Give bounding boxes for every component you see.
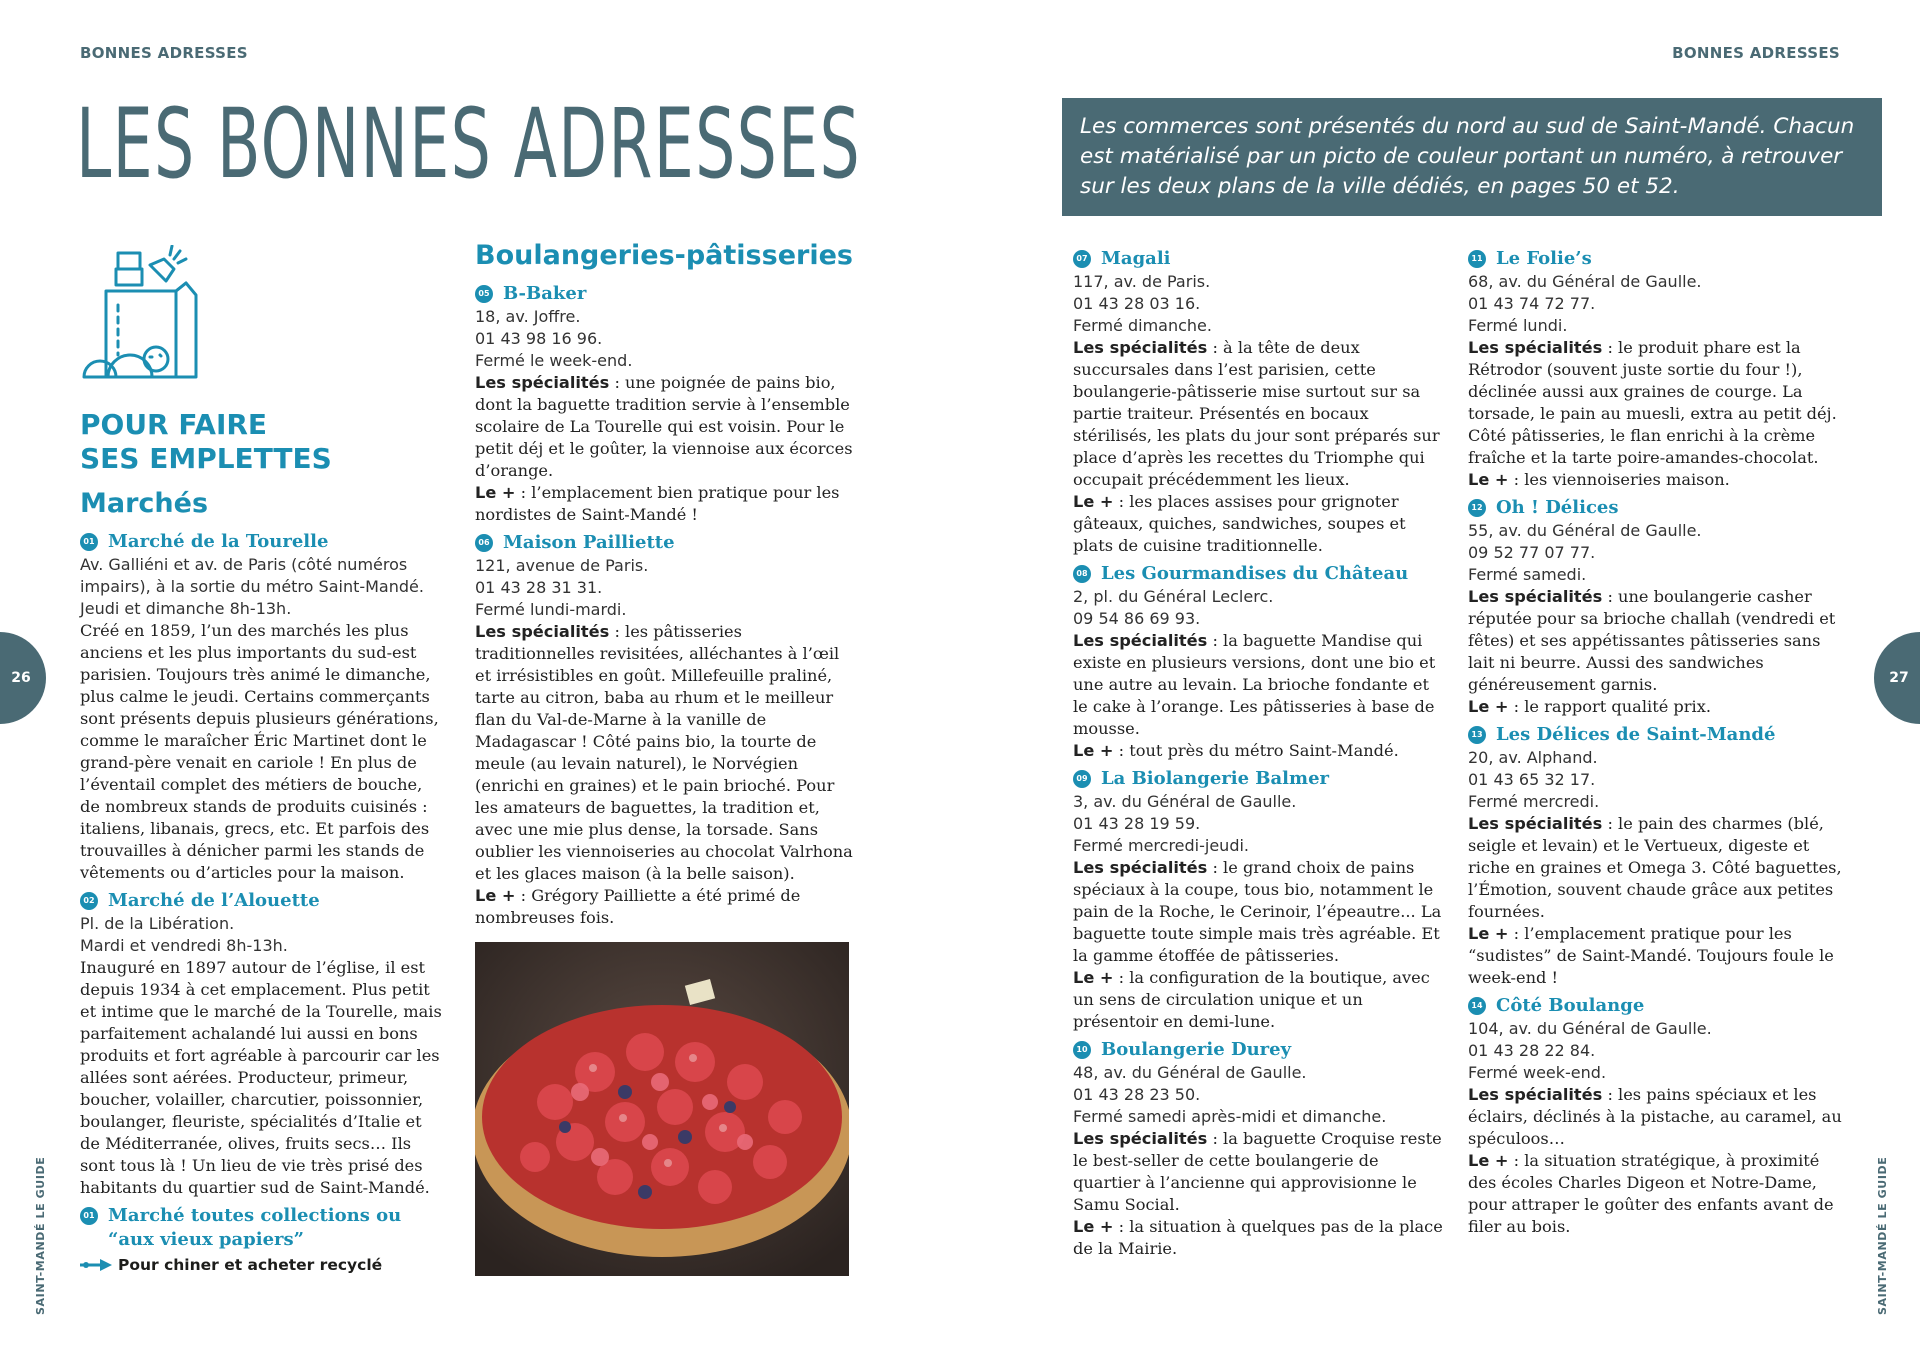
entry-address: 55, av. du Général de Gaulle. [1468, 521, 1702, 540]
right-page [960, 0, 1920, 1355]
number-badge: 08 [1073, 565, 1091, 583]
tagline-text: Pour chiner et acheter recyclé [118, 1256, 383, 1274]
bakeries-title: Boulangeries-pâtisseries [475, 240, 853, 271]
list-item [80, 530, 446, 884]
entry-name: Boulangerie Durey [1101, 1039, 1292, 1060]
plus-text: : la situation à quelques pas de la place de la Mairie. [1073, 1217, 1443, 1258]
entry-address: 3, av. du Général de Gaulle. [1073, 792, 1297, 811]
entry-phone: 01 43 28 03 16. [1073, 294, 1201, 313]
plus-label: Le + [1073, 968, 1114, 987]
page-number-tab-left: 26 [0, 632, 46, 724]
plus-label: Le + [1468, 470, 1509, 489]
entry-address: 20, av. Alphand. [1468, 748, 1598, 767]
entry-phone: 01 43 28 31 31. [475, 578, 603, 597]
entry-address: Av. Galliéni et av. de Paris (côté numéros impairs), à la sortie du métro Saint-Mandé. [80, 555, 424, 596]
entry-closed: Fermé lundi-mardi. [475, 600, 627, 619]
entry-specialties [1073, 857, 1447, 967]
spec-text: : la baguette Mandise qui existe en plusieurs versions, dont une bio et une autre au levain. La brioche fondante et le cake à l’orange. Les pâtisseries à base de mousse. [1073, 631, 1436, 738]
entry-plus [1468, 696, 1844, 718]
number-badge: 06 [475, 534, 493, 552]
spec-label: Les spécialités [1073, 338, 1208, 357]
section-label-left: BONNES ADRESSES [80, 44, 248, 62]
plus-text: : tout près du métro Saint-Mandé. [1113, 741, 1399, 760]
arrow-icon [80, 1259, 114, 1271]
entry-name: Maison Pailliette [503, 532, 675, 553]
spec-text: : les pâtisseries traditionnelles revisitées, alléchantes à l’œil et irrésistibles en goût. Millefeuille praliné, tarte au citron, baba au rhum et le meilleur flan du Val-de-Marne à la vanille de Madagascar ! Côté pains bio, la tourte de meule (au levain naturel), le Norvégien (enrichi en graines) et le pain brioché. Pour les amateurs de baguettes, la tradition et, avec une mie plus dense, la torsade. Sans oublier les viennoiseries au chocolat Valrhona et les glaces maison (à la belle saison). [475, 622, 853, 883]
spec-text: : les pains spéciaux et les éclairs, déclinés à la pistache, au caramel, au spéculoos… [1468, 1085, 1842, 1148]
plus-label: Le + [1073, 492, 1114, 511]
plus-label: Le + [1073, 1217, 1114, 1236]
entry-address: Pl. de la Libération. [80, 914, 235, 933]
plus-label: Le + [475, 483, 516, 502]
plus-text: : la situation stratégique, à proximité des écoles Charles Digeon et Notre-Dame, pour attraper le goûter des enfants avant de filer au bois. [1468, 1151, 1834, 1236]
entry-phone: 01 43 28 23 50. [1073, 1085, 1201, 1104]
entry-name: La Biolangerie Balmer [1101, 768, 1330, 789]
entry-name: Les Délices de Saint-Mandé [1496, 724, 1776, 745]
entry-plus [475, 885, 855, 929]
entry-address: 2, pl. du Général Leclerc. [1073, 587, 1274, 606]
entry-closed: Fermé le week-end. [475, 351, 633, 370]
entry-specialties [1073, 1128, 1447, 1216]
entry-plus [1468, 923, 1844, 989]
shopping-bag-icon [78, 245, 218, 385]
list-item [1468, 247, 1844, 491]
list-item [475, 282, 855, 526]
entry-phone: 09 54 86 69 93. [1073, 609, 1201, 628]
category-line-1: POUR FAIRE [80, 408, 268, 441]
bakeries-column-3 [1468, 247, 1844, 1243]
entry-name: Marché de la Tourelle [108, 531, 329, 552]
spec-label: Les spécialités [1073, 631, 1208, 650]
entry-phone: 01 43 28 19 59. [1073, 814, 1201, 833]
entry-name: Le Folie’s [1496, 248, 1592, 269]
list-item [80, 1204, 446, 1276]
entry-closed: Fermé mercredi. [1468, 792, 1600, 811]
spec-text: : la baguette Croquise reste le best-seller de cette boulangerie de quartier à l’ancienne qui approvisionne le Samu Social. [1073, 1129, 1442, 1214]
entry-plus [1073, 740, 1447, 762]
list-item [1073, 247, 1447, 557]
list-item [1468, 994, 1844, 1238]
page-title: LES BONNES ADRESSES [76, 88, 862, 200]
markets-title: Marchés [80, 488, 209, 519]
entry-address: 18, av. Joffre. [475, 307, 581, 326]
spec-text: : le pain des charmes (blé, seigle et levain) et le Vertueux, digeste et riche en graines et Omega 3. Côté baguettes, l’Émotion, souvent chaude grâce aux petites fournées. [1468, 814, 1842, 921]
entry-name: Oh ! Délices [1496, 497, 1619, 518]
intro-box: Les commerces sont présentés du nord au sud de Saint-Mandé. Chacun est matérialisé par un picto de couleur portant un numéro, à retrouver sur les deux plans de la ville dédiés, en pages 50 et 52. [1062, 98, 1882, 216]
entry-closed: Fermé mercredi-jeudi. [1073, 836, 1249, 855]
plus-text: : les viennoiseries maison. [1508, 470, 1730, 489]
entry-plus [1073, 1216, 1447, 1260]
plus-text: : Grégory Pailliette a été primé de nombreuses fois. [475, 886, 801, 927]
entry-specialties [1073, 630, 1447, 740]
number-badge: 14 [1468, 997, 1486, 1015]
entry-address: 68, av. du Général de Gaulle. [1468, 272, 1702, 291]
number-badge: 05 [475, 285, 493, 303]
spec-label: Les spécialités [1468, 338, 1603, 357]
entry-plus [1468, 469, 1844, 491]
spec-text: : le produit phare est la Rétrodor (souvent juste sortie du four !), déclinée aussi aux graines de courge. La torsade, le pain au muesli, extra au petit déj. Côté pâtisseries, le flan enrichi à la crème fraîche et la tarte poire-amandes-chocolat. [1468, 338, 1837, 467]
spec-label: Les spécialités [1468, 587, 1603, 606]
number-badge: 01 [80, 533, 98, 551]
number-badge: 09 [1073, 770, 1091, 788]
entry-plus [1073, 491, 1447, 557]
entry-specialties [1468, 1084, 1844, 1150]
list-item [1073, 1038, 1447, 1260]
entry-name: Marché toutes collections ou “aux vieux papiers” [108, 1205, 402, 1250]
section-label-right: BONNES ADRESSES [1672, 44, 1840, 62]
plus-label: Le + [1468, 924, 1509, 943]
entry-address: 104, av. du Général de Gaulle. [1468, 1019, 1712, 1038]
category-title [80, 408, 332, 475]
number-badge: 13 [1468, 726, 1486, 744]
plus-text: : l’emplacement bien pratique pour les nordistes de Saint-Mandé ! [475, 483, 840, 524]
entry-closed: Fermé samedi après-midi et dimanche. [1073, 1107, 1387, 1126]
entry-closed: Fermé dimanche. [1073, 316, 1212, 335]
spec-label: Les spécialités [1468, 1085, 1603, 1104]
bakeries-column-2 [1073, 247, 1447, 1265]
number-badge: 02 [80, 892, 98, 910]
number-badge: 12 [1468, 499, 1486, 517]
page-number-tab-right: 27 [1874, 632, 1920, 724]
entry-phone: 01 43 74 72 77. [1468, 294, 1596, 313]
entry-plus [1073, 967, 1447, 1033]
entry-name: Côté Boulange [1496, 995, 1645, 1016]
spec-text: : une boulangerie casher réputée pour sa brioche challah (vendredi et fêtes) et ses appétissantes pâtisseries sans lait ni beurre. Aussi des sandwiches généreusement garnis. [1468, 587, 1836, 694]
list-item [1073, 562, 1447, 762]
number-badge: 10 [1073, 1041, 1091, 1059]
spec-label: Les spécialités [1468, 814, 1603, 833]
plus-text: : le rapport qualité prix. [1508, 697, 1711, 716]
bakeries-column-1 [475, 282, 855, 934]
plus-label: Le + [1073, 741, 1114, 760]
plus-text: : l’emplacement pratique pour les “sudistes” de Saint-Mandé. Toujours foule le week-end ! [1468, 924, 1834, 987]
spec-label: Les spécialités [1073, 858, 1208, 877]
entry-name: B-Baker [503, 283, 587, 304]
entry-phone: 01 43 28 22 84. [1468, 1041, 1596, 1060]
plus-label: Le + [1468, 697, 1509, 716]
entry-name: Marché de l’Alouette [108, 890, 320, 911]
markets-column [80, 530, 446, 1281]
spec-text: : le grand choix de pains spéciaux à la coupe, tous bio, notamment le pain de la Roche, le Cerinoir, l’épeautre... La baguette toute simple mais très agréable. Et la gamme étoffée de pâtisseries. [1073, 858, 1442, 965]
entry-specialties [1073, 337, 1447, 491]
entry-plus [1468, 1150, 1844, 1238]
list-item [80, 889, 446, 1199]
entry-address: 48, av. du Général de Gaulle. [1073, 1063, 1307, 1082]
plus-label: Le + [475, 886, 516, 905]
entry-name: Les Gourmandises du Château [1101, 563, 1409, 584]
entry-address: 117, av. de Paris. [1073, 272, 1211, 291]
entry-closed: Fermé week-end. [1468, 1063, 1607, 1082]
entry-tagline [80, 1254, 446, 1276]
entry-hours: Mardi et vendredi 8h-13h. [80, 936, 288, 955]
spec-label: Les spécialités [475, 622, 610, 641]
entry-text: Créé en 1859, l’un des marchés les plus anciens et les plus importants du sud-est parisien. Toujours très animé le dimanche, plus calme le jeudi. Certains commerçants sont présents depuis plusieurs générations, comme le maraîcher Éric Martinet dont le grand-père venait en cariole ! En plus de l’éventail complet des métiers de bouche, de nombreux stands de produits cuisinés : italiens, libanais, grecs, etc. Et parfois des trouvailles à dénicher parmi les stands de vêtements ou d’articles pour la maison. [80, 621, 439, 882]
side-label-left: SAINT-MANDÉ LE GUIDE [34, 1156, 47, 1315]
plus-text: : la configuration de la boutique, avec un sens de circulation unique et un présentoir en demi-lune. [1073, 968, 1430, 1031]
list-item [475, 531, 855, 929]
entry-phone: 01 43 65 32 17. [1468, 770, 1596, 789]
entry-text: Inauguré en 1897 autour de l’église, il est depuis 1934 à cet emplacement. Plus petit et intime que le marché de la Tourelle, mais parfaitement achalandé lui aussi en bons produits et fort agréable à parcourir car les allées sont aérées. Producteur, primeur, boucher, volailler, charcutier, poissonnier, boulanger, fleuriste, spécialités d’Italie et de Méditerranée, olives, fruits secs… Ils sont tous là ! Un lieu de vie très prisé des habitants du quartier sud de Saint-Mandé. [80, 958, 442, 1197]
plus-label: Le + [1468, 1151, 1509, 1170]
list-item [1073, 767, 1447, 1033]
entry-closed: Fermé lundi. [1468, 316, 1568, 335]
plus-text: : les places assises pour grignoter gâteaux, quiches, sandwiches, soupes et plats de cuisine traditionnelle. [1073, 492, 1406, 555]
list-item [1468, 723, 1844, 989]
tart-photo [475, 942, 849, 1276]
spec-label: Les spécialités [1073, 1129, 1208, 1148]
category-line-2: SES EMPLETTES [80, 441, 332, 475]
entry-phone: 09 52 77 07 77. [1468, 543, 1596, 562]
number-badge: 07 [1073, 250, 1091, 268]
entry-hours: Jeudi et dimanche 8h-13h. [80, 599, 292, 618]
entry-specialties [1468, 337, 1844, 469]
spec-label: Les spécialités [475, 373, 610, 392]
spec-text: : à la tête de deux succursales dans l’est parisien, cette boulangerie-pâtisserie mise surtout sur sa partie traiteur. Présentés en bocaux stérilisés, les plats du jour sont préparés sur place d’après les recettes du Triomphe qui occupait précédemment les lieux. [1073, 338, 1440, 489]
entry-phone: 01 43 98 16 96. [475, 329, 603, 348]
entry-specialties [475, 372, 855, 482]
entry-plus [475, 482, 855, 526]
entry-closed: Fermé samedi. [1468, 565, 1587, 584]
entry-specialties [475, 621, 855, 885]
entry-address: 121, avenue de Paris. [475, 556, 649, 575]
entry-specialties [1468, 586, 1844, 696]
number-badge: 11 [1468, 250, 1486, 268]
entry-name: Magali [1101, 248, 1171, 269]
spec-text: : une poignée de pains bio, dont la baguette tradition servie à l’ensemble scolaire de La Tourelle qui est voisin. Pour le petit déj et le goûter, la viennoise aux écorces d’orange. [475, 373, 853, 480]
number-badge: 01 [80, 1207, 98, 1225]
side-label-right: SAINT-MANDÉ LE GUIDE [1876, 1156, 1889, 1315]
entry-specialties [1468, 813, 1844, 923]
list-item [1468, 496, 1844, 718]
